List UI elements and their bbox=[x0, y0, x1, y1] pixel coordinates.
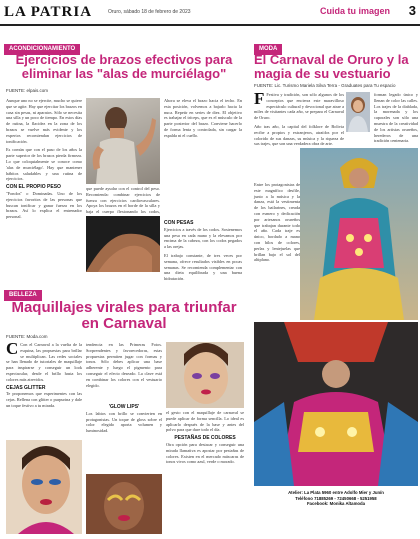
article1-col3-p2: El trabajo constante, de tres veces por semana, ofrece resultados visibles en pocas semanas. Se recomienda complementar con una dieta equilibrada y una buena hidratación. bbox=[164, 252, 242, 282]
article1-tag: ACONDICIONAMIENTO bbox=[4, 44, 80, 55]
article3-tag: BELLEZA bbox=[4, 290, 42, 301]
article1-column3 bbox=[164, 218, 242, 284]
carnival-costume-photo-2 bbox=[254, 322, 418, 486]
article3-col1-p2: Te proponemos que experimentes con las cejas. Rellena con glitter o purpurina y dale un toque festivo a tu mirada. bbox=[6, 391, 82, 408]
article3-dropcap: C bbox=[6, 339, 19, 358]
newspaper-logo: LA PATRIA bbox=[4, 4, 93, 20]
article2-caption: Atelier: La Plata 5960 entre Adolfo Mier y Junín Teléfono 71885269 - 72450668 - 5251958 Facebook: Monika Altamoda bbox=[288, 490, 384, 506]
article3-col2-p1: tendencia en las Primeras Fotos. Sorprendentes y favorecedoras, estas propuestas permiten jugar con formas y tonos. Sólo debes aplicar una base adherente y luego el pigmento para conseguir el efecto deseado. La clave está en combinar los colores con el vestuario elegido. bbox=[86, 342, 162, 388]
author-photo bbox=[346, 92, 370, 132]
makeup-photo-1 bbox=[6, 440, 82, 534]
issue-date: Oruro, sábado 18 de febrero de 2023 bbox=[108, 9, 191, 15]
makeup-photo-2 bbox=[86, 474, 162, 534]
article1-subhead2: CON PESAS bbox=[164, 220, 194, 226]
article1-subhead1: CON EL PROPIO PESO bbox=[6, 184, 61, 191]
article1-col1-p2: Es común que con el paso de los años la parte superior de los brazos pierda firmeza. Lo que coloquialmente se conoce como 'alas de murciélago'. Hay que mantener hábitos saludables y una rutina de ejercicios. bbox=[6, 147, 82, 182]
article1-col3-p1: Ejercicios a través de los codos. Sostenemos una pesa en cada mano y la elevamos por encima de la cabeza, con los codos pegados a las orejas. bbox=[164, 226, 242, 250]
article3-col2-p2: Los labios con brillo se convierten en protagonistas. Un toque de gloss sobre el color elegido aporta volumen y luminosidad. bbox=[86, 410, 162, 434]
page-number: 3 bbox=[408, 3, 416, 18]
arm-exercise-photo bbox=[86, 216, 160, 272]
article1-title: Ejercicios de brazos efectivos para eliminar las "alas de murciélago" bbox=[15, 52, 233, 81]
article3-source: FUENTE: Moda.com bbox=[6, 334, 48, 339]
article1-column2 bbox=[164, 98, 242, 216]
carnival-costume-photo-1 bbox=[300, 148, 418, 320]
article3-title: Maquillajes virales para triunfar en Carnaval bbox=[11, 299, 237, 332]
article1-col1-p1: Aunque uno no se ejercite, mucho se quiere que se agite. Hay que ejercitar los brazos en casa sin pesas, ni aparatos. Sólo se necesita una silla y un poco de tiempo. En estos días de rutina, la flacidez en la zona de los brazos se vuelve más evidente y los expertos recomiendan ejercicios de tonificación. bbox=[6, 98, 82, 144]
article3-col1-p1: Con el Carnaval a la vuelta de la esquina, las propuestas para brillar se multiplican. Las redes sociales se han llenado de tutoriales de maquillaje para inspirarse y conseguir un look espectacular, desde el brillo hasta los colores más atrevidos. bbox=[6, 342, 82, 382]
article3-column2-bottom bbox=[86, 402, 162, 472]
article2-col3-p1: forman legado único y llenan de color las calles. Los trajes de la diablada, la morenada y los caporales son sólo una muestra de la creatividad de los artistas orureños, herederos de una tradición centenaria. bbox=[374, 92, 418, 144]
article1-col1-p3: "Fondos" o Dominadas. Uno de los ejercicios favoritos de las personas que buscan tonificar y ganar fuerza en los brazos. Así lo explica el entrenador personal. bbox=[6, 190, 82, 220]
article3-column3 bbox=[166, 410, 244, 534]
article3-col3-p2: Otra opción para destacar y conseguir una mirada llamativa es apostar por pestañas de colores. Existen en el mercado máscaras de tonos vivos como azul, verde o morado. bbox=[166, 441, 244, 465]
article2-col1-p1: Festiva y tradición, son sólo algunos de los conceptos que encierra este maravilloso espectáculo cultural y devocional que atrae a miles de visitantes cada año, se prepara el Carnaval de Oruro. bbox=[254, 92, 344, 121]
page-header bbox=[0, 0, 420, 26]
makeup-photo-3 bbox=[166, 342, 244, 408]
article2-source: FUENTE: Lic. Turismo Mariela Silva Terra - Graduates para Tu espacio bbox=[254, 83, 396, 88]
article1-col2-p1: que puede ayudar con el control del peso. Recomienda: combinar ejercicios de fuerza con ejercicios cardiovasculares. Apoya los brazos en el borde de la silla y baja el cuerpo flexionando los codos, bbox=[86, 186, 160, 215]
article2-tag: MODA bbox=[254, 44, 282, 55]
article2-col1-p2: Año tras año, la capital del folklore de Bolivia recibe a propios y extranjeros, atraídos por el colorido de sus danzas, su música y la riqueza de sus trajes, que son una verdadera obra de arte. bbox=[254, 123, 344, 147]
article1-column1 bbox=[6, 98, 82, 284]
article1-col2-p2: Ahora se eleva el brazo hacia el techo. En esta posición, volvemos a bajarlo hacia la nuca. Repetir en series de diez. El objetivo es trabajar el tríceps, que es el músculo de la parte posterior del brazo. Conviene hacerlo de forma lenta y controlada, sin cargar la espalda ni el cuello. bbox=[164, 98, 242, 138]
article2-dropcap: F bbox=[254, 89, 265, 108]
woman-arms-photo bbox=[86, 98, 160, 184]
article2-title: El Carnaval de Oruro y la magia de su vestuario bbox=[254, 52, 409, 81]
article1-source: FUENTE: elpais.com bbox=[6, 88, 49, 93]
article3-column2 bbox=[86, 342, 162, 402]
article3-subhead1: CEJAS GLITTER bbox=[6, 384, 46, 391]
article1-column2-top bbox=[86, 186, 160, 215]
article3-subhead2: 'GLOW LIPS' bbox=[108, 404, 140, 410]
article3-subhead3: PESTAÑAS DE COLORES bbox=[174, 435, 236, 442]
article2-col2-p1: Entre los protagonistas de este magnífico desfile, junto a la música y la danza, está la vestimenta de los bailarines, creada con esmero y dedicación por artesanos orureños que trabajan durante todo el año. Cada traje es único, bordado a mano con hilos de colores, perlas y lentejuelas que brillan bajo el sol del altiplano. bbox=[254, 182, 300, 263]
article3-column1 bbox=[6, 339, 82, 438]
article2-column2 bbox=[254, 182, 300, 316]
section-title: Cuida tu imagen bbox=[319, 6, 390, 16]
article3-col3-p1: el gesto con el maquillaje de carnaval se puede aplicar de forma sencilla. Lo ideal es aplicarlo después de la base y antes del polvo para que dure todo el día. bbox=[166, 410, 244, 433]
